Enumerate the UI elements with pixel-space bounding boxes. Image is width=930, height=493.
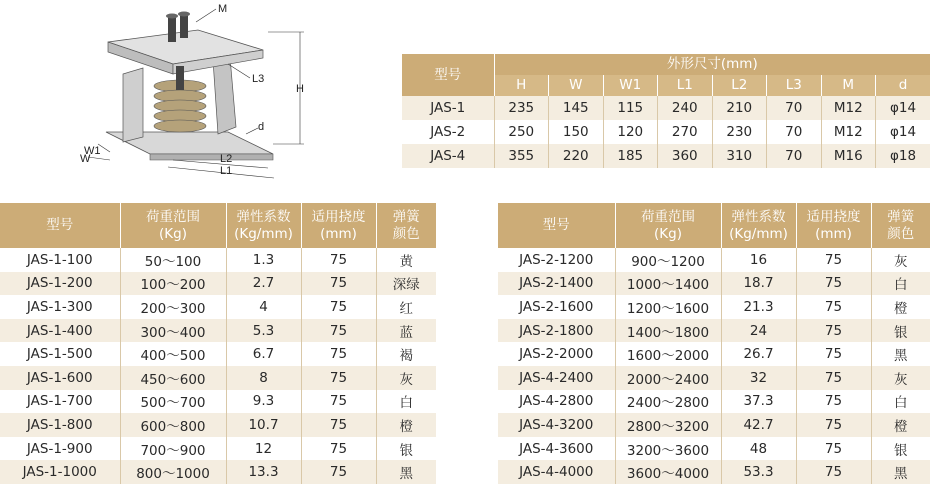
- table-cell: 16: [721, 248, 796, 272]
- table-row: [498, 295, 930, 319]
- table-cell: 灰: [871, 366, 930, 390]
- table-cell: 6.7: [226, 342, 301, 366]
- header-line: 荷重范围: [641, 208, 695, 225]
- table-cell: 75: [301, 248, 376, 272]
- load-col-header: [376, 203, 436, 248]
- table-cell: 18.7: [721, 272, 796, 296]
- table-cell: 220: [549, 144, 604, 168]
- table-cell: 185: [603, 144, 658, 168]
- table-cell: 75: [301, 295, 376, 319]
- table-cell: 145: [549, 96, 604, 120]
- table-cell: 1200～1600: [615, 295, 721, 319]
- table-cell: 240: [658, 96, 713, 120]
- header-line: 型号: [542, 217, 570, 233]
- table-cell: 700～900: [120, 437, 226, 461]
- header-line: (Kg/mm): [234, 225, 293, 242]
- table-cell: 37.3: [721, 390, 796, 414]
- table-cell: 500～700: [120, 390, 226, 414]
- load-col-header: [871, 203, 930, 248]
- table-row: [402, 120, 930, 144]
- table-cell: 75: [796, 413, 871, 437]
- table-cell: 橙: [376, 413, 436, 437]
- table-cell: JAS-4: [402, 144, 494, 168]
- table-cell: φ18: [876, 144, 930, 168]
- dims-model-header: 型号: [402, 54, 494, 96]
- header-line: (Kg/mm): [729, 225, 788, 242]
- table-cell: 3200～3600: [615, 437, 721, 461]
- table-cell: JAS-2-1200: [498, 248, 615, 272]
- table-cell: 210: [712, 96, 767, 120]
- table-cell: 深绿: [376, 272, 436, 296]
- load-table-left: [0, 203, 436, 484]
- table-cell: 75: [301, 319, 376, 343]
- table-cell: JAS-2-1400: [498, 272, 615, 296]
- table-cell: M12: [821, 96, 876, 120]
- load-col-header: [721, 203, 796, 248]
- header-line: 颜色: [887, 225, 915, 242]
- table-cell: 26.7: [721, 342, 796, 366]
- table-row: [402, 144, 930, 168]
- header-line: 适用挠度: [806, 208, 861, 225]
- label-w: W: [80, 153, 91, 165]
- header-line: (mm): [320, 225, 357, 242]
- table-cell: JAS-1-300: [0, 295, 120, 319]
- table-cell: 75: [301, 342, 376, 366]
- table-cell: 355: [494, 144, 549, 168]
- header-line: 型号: [46, 217, 74, 233]
- table-cell: JAS-1-100: [0, 248, 120, 272]
- header-line: 颜色: [392, 225, 420, 242]
- table-cell: 9.3: [226, 390, 301, 414]
- table-cell: JAS-1-900: [0, 437, 120, 461]
- table-cell: JAS-4-3200: [498, 413, 615, 437]
- table-cell: φ14: [876, 120, 930, 144]
- table-cell: 橙: [871, 413, 930, 437]
- header-line: 弹性系数: [731, 208, 786, 225]
- table-cell: 8: [226, 366, 301, 390]
- table-cell: JAS-4-4000: [498, 460, 615, 484]
- table-cell: 银: [871, 319, 930, 343]
- table-cell: 黑: [871, 342, 930, 366]
- table-row: [498, 390, 930, 414]
- table-row: [498, 413, 930, 437]
- table-cell: 800～1000: [120, 460, 226, 484]
- table-cell: 银: [376, 437, 436, 461]
- label-l3: L3: [252, 73, 265, 85]
- table-cell: 42.7: [721, 413, 796, 437]
- table-cell: 75: [796, 366, 871, 390]
- load-col-header: [615, 203, 721, 248]
- dims-col-header: W1: [603, 75, 658, 96]
- table-cell: 300～400: [120, 319, 226, 343]
- dims-col-header: M: [821, 75, 876, 96]
- load-col-header: [301, 203, 376, 248]
- header-line: (mm): [815, 225, 852, 242]
- table-cell: JAS-1-500: [0, 342, 120, 366]
- table-cell: 115: [603, 96, 658, 120]
- table-cell: JAS-4-2800: [498, 390, 615, 414]
- table-cell: 48: [721, 437, 796, 461]
- table-cell: 70: [767, 144, 822, 168]
- table-cell: 70: [767, 120, 822, 144]
- dims-col-header: L1: [658, 75, 713, 96]
- label-l1: L1: [220, 165, 233, 177]
- table-row: [0, 342, 436, 366]
- table-cell: 5.3: [226, 319, 301, 343]
- header-line: 适用挠度: [311, 208, 366, 225]
- table-cell: 270: [658, 120, 713, 144]
- table-cell: 3600～4000: [615, 460, 721, 484]
- table-row: [0, 460, 436, 484]
- table-cell: 1400～1800: [615, 319, 721, 343]
- table-cell: 235: [494, 96, 549, 120]
- table-cell: 黑: [871, 460, 930, 484]
- table-cell: 53.3: [721, 460, 796, 484]
- header-line: 弹性系数: [236, 208, 291, 225]
- table-cell: 75: [301, 366, 376, 390]
- dimensions-table: [402, 54, 930, 168]
- table-cell: 230: [712, 120, 767, 144]
- dims-col-header: d: [876, 75, 930, 96]
- label-w1: W1: [84, 145, 101, 157]
- dims-col-header: H: [494, 75, 549, 96]
- table-cell: M12: [821, 120, 876, 144]
- table-cell: 75: [796, 342, 871, 366]
- table-cell: 150: [549, 120, 604, 144]
- table-cell: JAS-2-1600: [498, 295, 615, 319]
- isolator-diagram: [68, 2, 318, 182]
- load-col-header: [120, 203, 226, 248]
- table-cell: JAS-1-1000: [0, 460, 120, 484]
- table-cell: JAS-1-600: [0, 366, 120, 390]
- table-cell: JAS-2: [402, 120, 494, 144]
- label-l2: L2: [220, 153, 233, 165]
- table-cell: M16: [821, 144, 876, 168]
- dims-col-header: L2: [712, 75, 767, 96]
- table-row: [498, 272, 930, 296]
- label-m: M: [218, 3, 228, 15]
- table-cell: 1600～2000: [615, 342, 721, 366]
- table-row: [0, 437, 436, 461]
- table-cell: 75: [796, 390, 871, 414]
- table-cell: 红: [376, 295, 436, 319]
- table-cell: JAS-4-2400: [498, 366, 615, 390]
- table-cell: 10.7: [226, 413, 301, 437]
- table-cell: φ14: [876, 96, 930, 120]
- header-line: (Kg): [159, 225, 187, 242]
- table-cell: 1000～1400: [615, 272, 721, 296]
- load-table-right: [498, 203, 930, 484]
- table-cell: 24: [721, 319, 796, 343]
- table-row: [0, 390, 436, 414]
- table-row: [0, 319, 436, 343]
- table-cell: 75: [796, 272, 871, 296]
- table-cell: 21.3: [721, 295, 796, 319]
- table-cell: JAS-4-3600: [498, 437, 615, 461]
- table-row: [498, 460, 930, 484]
- table-row: [0, 413, 436, 437]
- table-cell: 2800～3200: [615, 413, 721, 437]
- table-cell: JAS-1: [402, 96, 494, 120]
- table-row: [0, 248, 436, 272]
- table-cell: 75: [301, 390, 376, 414]
- dims-col-header: W: [549, 75, 604, 96]
- table-cell: 70: [767, 96, 822, 120]
- table-row: [498, 319, 930, 343]
- table-cell: 450～600: [120, 366, 226, 390]
- table-cell: 2400～2800: [615, 390, 721, 414]
- table-row: [402, 96, 930, 120]
- table-cell: 75: [301, 437, 376, 461]
- table-cell: 蓝: [376, 319, 436, 343]
- load-col-header: [226, 203, 301, 248]
- dims-group-header: 外形尺寸(mm): [494, 54, 930, 75]
- table-cell: JAS-1-700: [0, 390, 120, 414]
- table-cell: 4: [226, 295, 301, 319]
- table-cell: 75: [796, 319, 871, 343]
- header-line: 弹簧: [392, 208, 420, 225]
- table-cell: 白: [376, 390, 436, 414]
- table-cell: JAS-1-200: [0, 272, 120, 296]
- table-cell: JAS-2-2000: [498, 342, 615, 366]
- table-cell: 白: [871, 272, 930, 296]
- load-col-header: [498, 203, 615, 248]
- table-cell: JAS-1-400: [0, 319, 120, 343]
- table-cell: 灰: [376, 366, 436, 390]
- load-col-header: [796, 203, 871, 248]
- label-h: H: [296, 83, 304, 95]
- table-cell: JAS-1-800: [0, 413, 120, 437]
- header-line: 荷重范围: [146, 208, 200, 225]
- table-cell: 360: [658, 144, 713, 168]
- table-row: [0, 272, 436, 296]
- table-cell: 黑: [376, 460, 436, 484]
- table-row: [498, 248, 930, 272]
- table-cell: 黄: [376, 248, 436, 272]
- table-cell: 灰: [871, 248, 930, 272]
- table-cell: 50～100: [120, 248, 226, 272]
- table-cell: 310: [712, 144, 767, 168]
- table-cell: 银: [871, 437, 930, 461]
- table-cell: 75: [301, 460, 376, 484]
- table-cell: 橙: [871, 295, 930, 319]
- table-row: [0, 295, 436, 319]
- table-cell: 1.3: [226, 248, 301, 272]
- table-cell: 2000～2400: [615, 366, 721, 390]
- table-cell: 75: [796, 460, 871, 484]
- table-cell: 12: [226, 437, 301, 461]
- table-cell: 2.7: [226, 272, 301, 296]
- table-cell: 褐: [376, 342, 436, 366]
- table-cell: 200～300: [120, 295, 226, 319]
- header-line: (Kg): [654, 225, 682, 242]
- table-cell: 400～500: [120, 342, 226, 366]
- table-cell: 75: [796, 295, 871, 319]
- dims-col-header: L3: [767, 75, 822, 96]
- header-line: 弹簧: [887, 208, 915, 225]
- table-cell: 75: [796, 437, 871, 461]
- label-d: d: [258, 121, 265, 133]
- table-row: [0, 366, 436, 390]
- table-cell: 900～1200: [615, 248, 721, 272]
- table-cell: 75: [301, 413, 376, 437]
- table-cell: 120: [603, 120, 658, 144]
- table-cell: 13.3: [226, 460, 301, 484]
- table-cell: 75: [796, 248, 871, 272]
- table-row: [498, 366, 930, 390]
- table-cell: 75: [301, 272, 376, 296]
- table-cell: 600～800: [120, 413, 226, 437]
- table-row: [498, 437, 930, 461]
- table-cell: 250: [494, 120, 549, 144]
- table-cell: JAS-2-1800: [498, 319, 615, 343]
- table-cell: 白: [871, 390, 930, 414]
- table-cell: 100～200: [120, 272, 226, 296]
- load-col-header: [0, 203, 120, 248]
- table-cell: 32: [721, 366, 796, 390]
- table-row: [498, 342, 930, 366]
